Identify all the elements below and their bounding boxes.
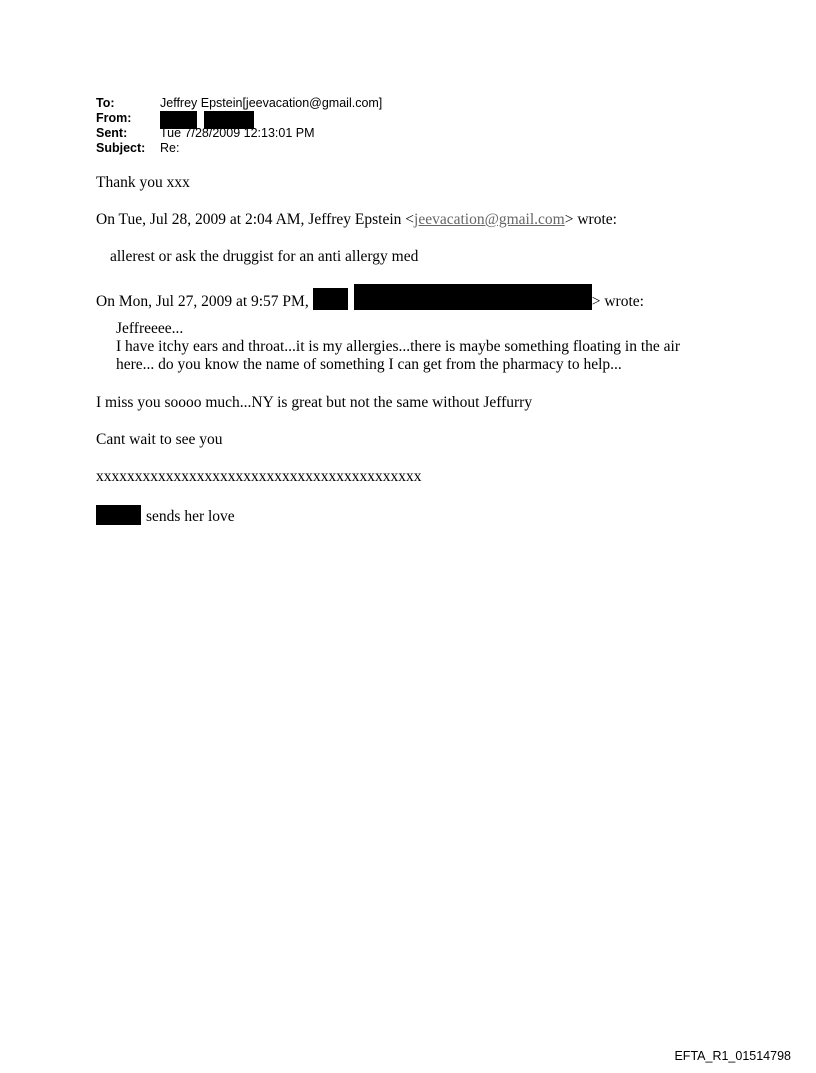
subject-value: Re: [160,141,180,155]
subject-label: Subject: [96,141,146,155]
redaction-box [96,505,141,525]
subject-row [96,141,382,156]
to-value: Jeffrey Epstein[jeevacation@gmail.com] [160,96,383,110]
redaction-box [354,284,592,310]
sends-love-line [96,505,736,526]
quote2-suffix: > wrote: [591,293,644,310]
from-value [160,111,254,126]
sent-value: Tue 7/28/2009 12:13:01 PM [160,126,315,140]
email-header [96,96,382,156]
to-label: To: [96,96,115,110]
sent-row [96,126,382,141]
from-row [96,111,382,126]
redaction-box [313,288,348,310]
thank-you-line: Thank you xxx [96,174,190,191]
sent-label: Sent: [96,126,128,140]
from-label: From: [96,111,132,125]
orig-line: Jeffreeee... [116,320,184,337]
quote1-prefix: On Tue, Jul 28, 2009 at 2:04 AM, Jeffrey Epstein < [96,211,415,228]
quote-header-1 [96,211,736,229]
original-message [96,320,736,374]
email-body [96,174,736,526]
document-id: EFTA_R1_01514798 [674,1049,791,1063]
orig-line: here... do you know the name of something I can get from the pharmacy to help... [116,356,622,373]
cant-wait-line: Cant wait to see you [96,431,223,448]
reply-line: allerest or ask the druggist for an anti allergy med [110,248,419,265]
to-row [96,96,382,111]
orig-line: I have itchy ears and throat...it is my allergies...there is maybe something floating in the air [116,338,681,355]
sends-love-text: sends her love [146,508,235,525]
quote2-prefix: On Mon, Jul 27, 2009 at 9:57 PM, [96,293,309,310]
quote1-suffix: > wrote: [564,211,617,228]
quote-header-2 [96,284,736,310]
x-line: xxxxxxxxxxxxxxxxxxxxxxxxxxxxxxxxxxxxxxxxxx [96,468,422,485]
miss-you-line: I miss you soooo much...NY is great but not the same without Jeffurry [96,394,533,411]
email-link[interactable]: jeevacation@gmail.com [414,211,565,228]
